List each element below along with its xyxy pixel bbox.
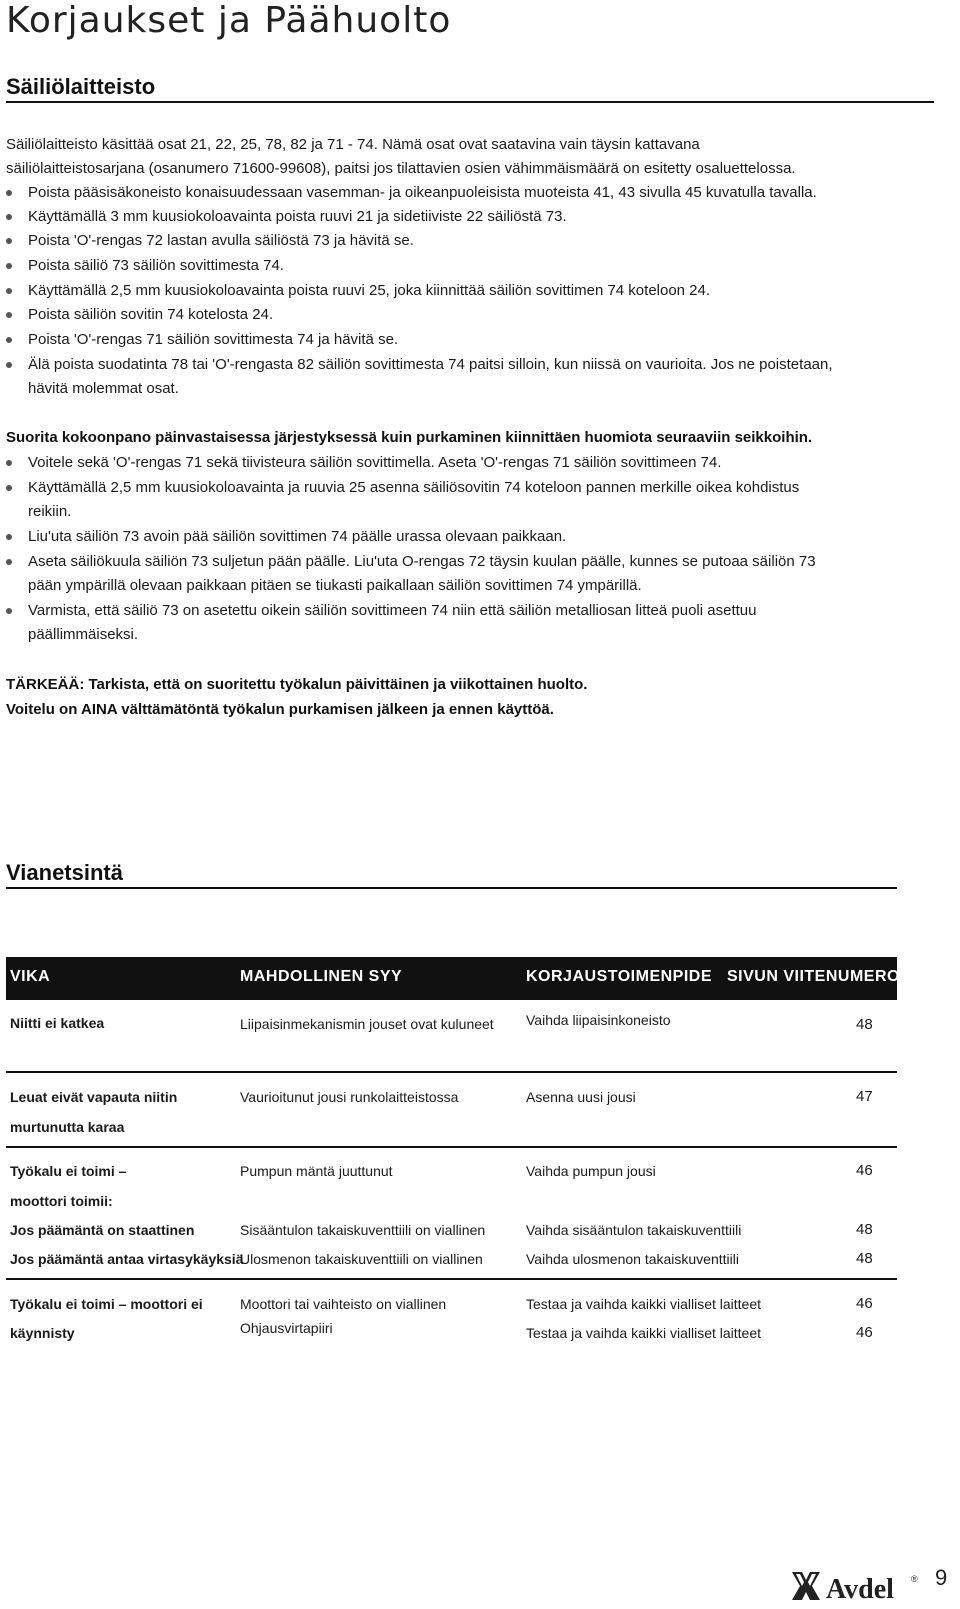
table-cell-cause: Pumpun mäntä juuttunut <box>240 1163 393 1179</box>
bullet-icon <box>6 238 12 244</box>
section-title-vianetsinta: Vianetsintä <box>6 860 123 885</box>
table-cell-page: 48 <box>856 1221 873 1238</box>
table-cell-page: 48 <box>856 1250 873 1267</box>
table-cell-fault: Työkalu ei toimi – moottori ei <box>10 1296 203 1312</box>
table-cell-fix: Vaihda pumpun jousi <box>526 1163 656 1179</box>
brand-name: Avdel <box>826 1574 894 1604</box>
bullet-icon <box>6 214 12 220</box>
bullet-icon <box>6 460 12 466</box>
page-title: Korjaukset ja Päähuolto <box>6 0 452 41</box>
table-cell-fix: Vaihda liipaisinkoneisto <box>526 1012 671 1028</box>
column-header-vika: VIKA <box>10 968 51 985</box>
table-cell-fault: Jos päämäntä on staattinen <box>10 1222 195 1238</box>
bullet-icon <box>6 485 12 491</box>
avdel-logo <box>790 1568 920 1604</box>
bullet-icon <box>6 559 12 565</box>
bullet-icon <box>6 263 12 269</box>
table-cell-cause: Moottori tai vaihteisto on viallinen <box>240 1296 447 1312</box>
table-cell-cause: Ulosmenon takaiskuventtiili on viallinen <box>240 1251 483 1267</box>
table-cell-fix: Asenna uusi jousi <box>526 1089 636 1105</box>
table-divider <box>6 1146 897 1148</box>
column-header-korjaus: KORJAUSTOIMENPIDE <box>526 968 713 985</box>
table-cell-fix: Testaa ja vaihda kaikki vialliset laitteet <box>526 1325 762 1341</box>
table-cell-page: 46 <box>856 1162 873 1179</box>
table-cell-cause: Ohjausvirtapiiri <box>240 1320 333 1336</box>
bullet-icon <box>6 608 12 614</box>
table-cell-cause: Liipaisinmekanismin jouset ovat kuluneet <box>240 1016 494 1032</box>
table-divider <box>6 1278 897 1280</box>
table-cell-fault: Jos päämäntä antaa virtasykäyksiä <box>10 1251 244 1267</box>
important-note: Voitelu on AINA välttämätöntä työkalun purkamisen jälkeen ja ennen käyttöä. <box>6 701 554 718</box>
column-header-syy: MAHDOLLINEN SYY <box>240 968 403 985</box>
bullet-icon <box>6 190 12 196</box>
bullet-icon <box>6 362 12 368</box>
avdel-mark-icon <box>790 1568 920 1604</box>
section-rule <box>6 101 934 103</box>
table-cell-cause: Vaurioitunut jousi runkolaitteistossa <box>240 1089 459 1105</box>
table-cell-cause: Sisääntulon takaiskuventtiili on viallinen <box>240 1222 486 1238</box>
table-cell-fix: Vaihda sisääntulon takaiskuventtiili <box>526 1222 742 1238</box>
assembly-heading: Suorita kokoonpano päinvastaisessa järjestyksessä kuin purkaminen kiinnittäen huomiota seuraaviin seikkoihin. <box>6 429 813 446</box>
table-cell-fault: Leuat eivät vapauta niitin <box>10 1089 178 1105</box>
column-header-sivu: SIVUN VIITENUMERO <box>727 968 900 985</box>
important-note: TÄRKEÄÄ: Tarkista, että on suoritettu työkalun päivittäinen ja viikottainen huolto. <box>6 676 588 693</box>
table-cell-fix: Testaa ja vaihda kaikki vialliset laitteet <box>526 1296 762 1312</box>
section-rule <box>6 887 897 889</box>
table-cell-fault: murtunutta karaa <box>10 1119 125 1135</box>
bullet-icon <box>6 337 12 343</box>
table-cell-fault: Työkalu ei toimi – <box>10 1163 127 1179</box>
page-number: 9 <box>935 1565 948 1590</box>
table-cell-fault: käynnisty <box>10 1325 75 1341</box>
table-cell-page: 46 <box>856 1295 873 1312</box>
table-cell-page: 48 <box>856 1016 873 1033</box>
intro-text-line: säiliölaitteistosarjana (osanumero 71600-99608), paitsi jos tilattavien osien vähimmäismäärä on esitetty osaluettelossa. <box>6 160 796 177</box>
intro-text-line: Säiliölaitteisto käsittää osat 21, 22, 25, 78, 82 ja 71 - 74. Nämä osat ovat saatavina vain täysin kattavana <box>6 136 700 153</box>
bullet-icon <box>6 312 12 318</box>
table-cell-page: 46 <box>856 1324 873 1341</box>
table-cell-fix: Vaihda ulosmenon takaiskuventtiili <box>526 1251 739 1267</box>
bullet-icon <box>6 288 12 294</box>
table-cell-page: 47 <box>856 1088 873 1105</box>
bullet-icon <box>6 534 12 540</box>
table-cell-fault: Niitti ei katkea <box>10 1015 105 1031</box>
registered-mark: ® <box>911 1574 918 1584</box>
section-title-sailiolaitteisto: Säiliölaitteisto <box>6 74 156 99</box>
table-divider <box>6 1071 897 1073</box>
table-cell-fault: moottori toimii: <box>10 1193 113 1209</box>
